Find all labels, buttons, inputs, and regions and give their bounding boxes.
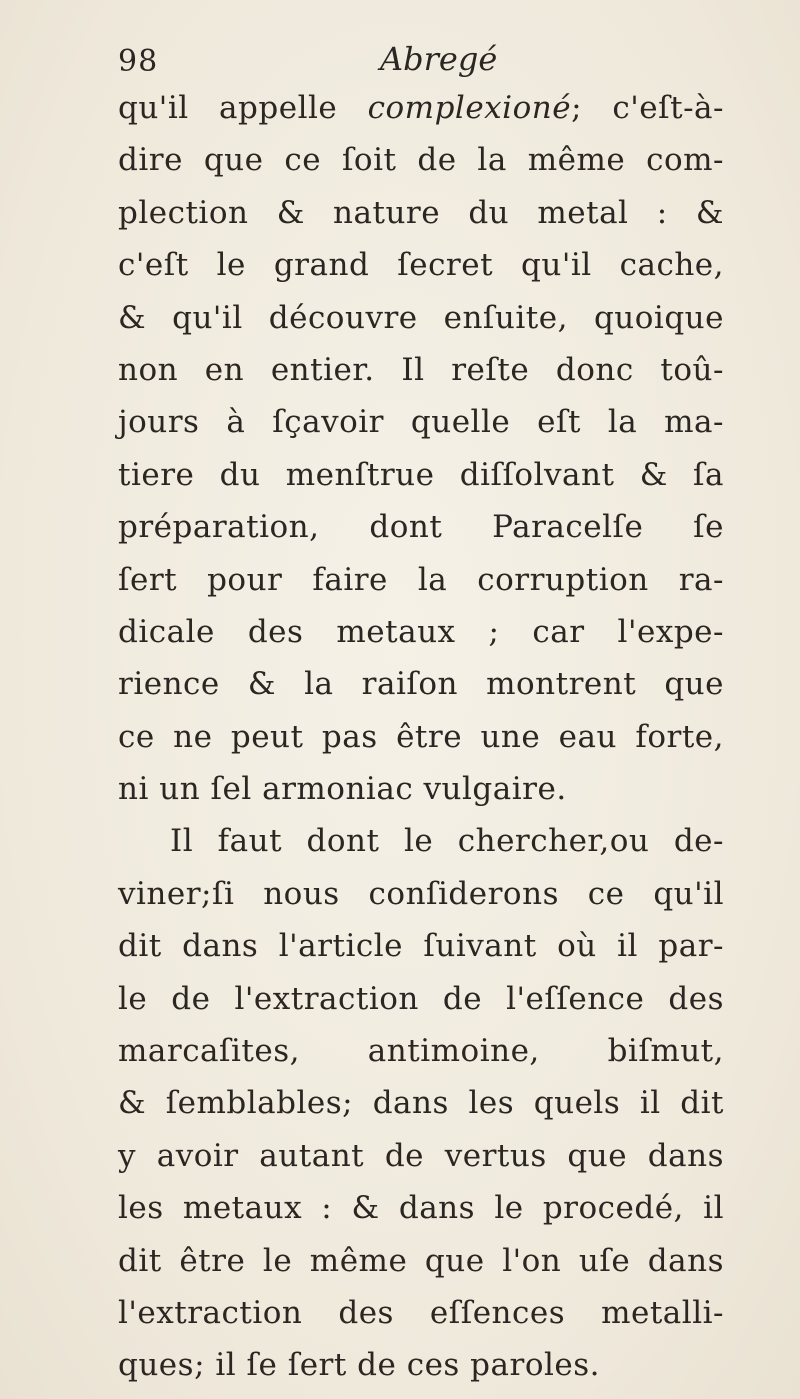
text-line: préparation, dont Paracelſe ſe — [118, 509, 724, 546]
paragraph-2 — [118, 815, 724, 1391]
text-line: ni un ſel armoniac vulgaire. — [118, 771, 567, 808]
running-head: Abregé — [380, 40, 498, 78]
body-text — [118, 82, 724, 1392]
text-line: qu'il appelle complexioné; c'eſt-à- — [118, 90, 724, 126]
text-line: rience & la raiſon montrent que — [118, 666, 724, 703]
text-line: tiere du menſtrue diſſolvant & ſa — [118, 456, 724, 493]
text-line: Il faut dont le chercher,ou de- — [170, 823, 724, 860]
text-line: dicale des metaux ; car l'expe- — [118, 613, 724, 650]
text-line: l'extraction des eſſences metalli- — [118, 1294, 724, 1331]
text-line: le de l'extraction de l'eſſence des — [118, 980, 724, 1017]
text-line: plection & nature du metal : & — [118, 194, 724, 231]
text-line: ques; il ſe ſert de ces paroles. — [118, 1347, 601, 1384]
text-line: dire que ce ſoit de la même com- — [118, 142, 724, 179]
text-line: dit être le même que l'on uſe dans — [118, 1242, 724, 1279]
text-line: c'eſt le grand ſecret qu'il cache, — [118, 247, 724, 284]
text-line: non en entier. Il reſte donc toû- — [118, 351, 724, 388]
text-line: ſert pour faire la corruption ra- — [118, 561, 724, 598]
text-line: jours à ſçavoir quelle eſt la ma- — [118, 404, 724, 441]
text-line: & ſemblables; dans les quels il dit — [118, 1085, 724, 1122]
text-line: marcaſites, antimoine, biſmut, — [118, 1033, 724, 1070]
text-line: & qu'il découvre enſuite, quoique — [118, 299, 724, 336]
paragraph-1 — [118, 82, 724, 815]
text-line: les metaux : & dans le procedé, il — [118, 1190, 724, 1227]
page-number: 98 — [118, 44, 159, 79]
text-line: ce ne peut pas être une eau forte, — [118, 718, 724, 755]
italic-term: complexioné — [367, 90, 572, 126]
text-line: y avoir autant de vertus que dans — [118, 1137, 724, 1174]
text-line: dit dans l'article ſuivant où il par- — [118, 928, 724, 965]
text-line: viner;ſi nous conſiderons ce qu'il — [118, 875, 724, 912]
